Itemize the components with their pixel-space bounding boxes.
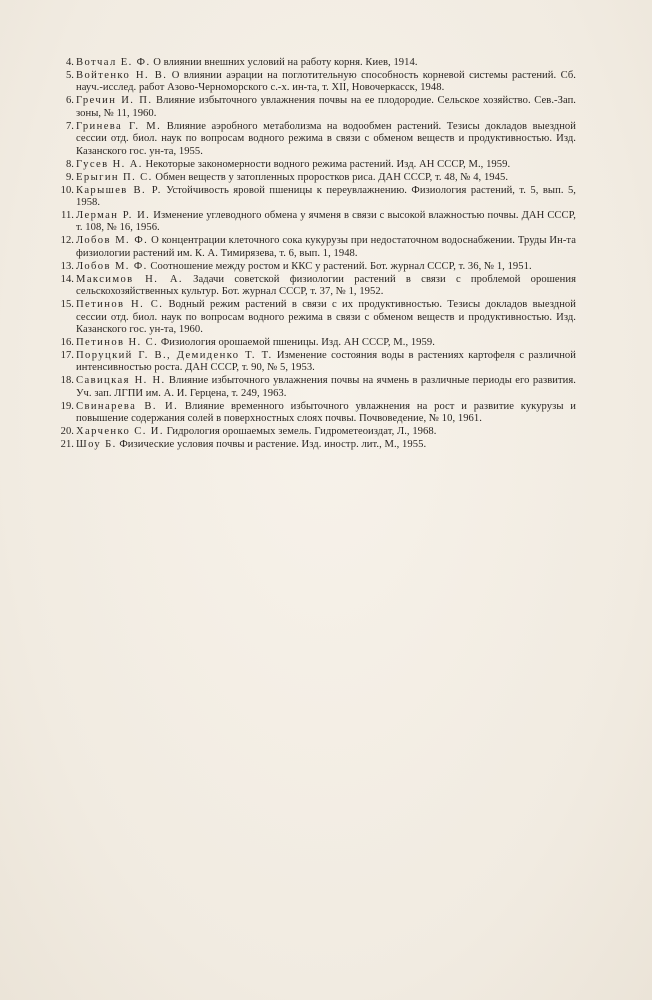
reference-item xyxy=(60,375,576,400)
reference-number: 5. xyxy=(65,70,74,81)
reference-author: Вотчал Е. Ф. xyxy=(76,57,151,68)
reference-text: Задачи советской физиологии растений в связи с проблемой орошения сельскохозяйственных культур. Бот. журнал СССР, т. 37, № 1, 1952. xyxy=(76,273,577,298)
reference-item xyxy=(60,185,576,210)
reference-author: Шоу Б. xyxy=(76,439,117,451)
reference-item xyxy=(60,261,576,273)
reference-number: 9. xyxy=(65,171,74,183)
reference-text: Влияние избыточного увлажнения почвы на ячмень в различные периоды его развития. Уч. зап. ЛГПИ им. А. И. Герцена, т. 249, 1963. xyxy=(76,375,576,399)
reference-number: 13. xyxy=(60,260,74,272)
reference-item xyxy=(60,350,576,375)
reference-text: Водный режим растений в связи с их продуктивностью. Тезисы докладов выездной сессии отд. биол. наук по вопросам водного режима в связи с обменом веществ и продуктивностью. Изд. Казанского гос. ун-та, 1960. xyxy=(76,299,576,336)
reference-author: Савицкая Н. Н. xyxy=(76,375,166,387)
reference-number: 4. xyxy=(65,57,74,68)
reference-author: Лобов М. Ф. xyxy=(76,260,148,272)
reference-item xyxy=(60,426,576,438)
reference-text: Устойчивость яровой пшеницы к переувлажнению. Физиология растений, т. 5, вып. 5, 1958. xyxy=(76,184,576,209)
reference-number: 8. xyxy=(65,158,74,170)
reference-number: 21. xyxy=(60,439,74,451)
reference-author: Свинарева В. И. xyxy=(76,400,179,412)
reference-text: Влияние аэробного метаболизма на водообмен растений. Тезисы докладов выездной сессии отд. биол. наук по вопросам водного режима в связи с обменом веществ и продуктивностью. Изд. Казанского гос. ун-та, 1955. xyxy=(76,120,576,157)
reference-text: Влияние избыточного увлажнения почвы на ее плодородие. Сельское хозяйство. Сев.-Зап. зоны, № 11, 1960. xyxy=(76,95,576,119)
reference-author: Гречин И. П. xyxy=(76,95,153,107)
reference-item xyxy=(60,57,576,69)
reference-number: 18. xyxy=(60,375,74,387)
reference-number: 20. xyxy=(60,426,74,438)
reference-number: 16. xyxy=(60,337,74,349)
reference-text: Соотношение между ростом и ККС у растений. Бот. журнал СССР, т. 36, № 1, 1951. xyxy=(147,260,532,272)
reference-text: Гидрология орошаемых земель. Гидрометеоиздат, Л., 1968. xyxy=(163,426,437,438)
reference-author: Лобов М. Ф. xyxy=(76,235,149,247)
reference-author: Гринева Г. М. xyxy=(76,120,162,132)
reference-author: Петинов Н. С. xyxy=(76,337,159,349)
reference-item xyxy=(60,70,576,95)
reference-number: 15. xyxy=(60,299,74,311)
reference-item xyxy=(60,337,576,349)
reference-item xyxy=(60,439,576,451)
reference-item xyxy=(60,235,576,260)
reference-item xyxy=(60,95,576,120)
reference-author: Петинов Н. С. xyxy=(76,299,164,311)
reference-number: 12. xyxy=(60,235,74,247)
reference-author: Карышев В. Р. xyxy=(76,184,162,196)
reference-text: Изменение углеводного обмена у ячменя в связи с высокой влажностью почвы. ДАН СССР, т. 108, № 16, 1956. xyxy=(76,210,576,234)
reference-author: Харченко С. И. xyxy=(76,426,164,438)
reference-author: Поруцкий Г. В., Демиденко Т. Т. xyxy=(76,350,273,362)
reference-text: Изменение состояния воды в растениях картофеля с различной интенсивностью роста. ДАН СССР, т. 90, № 5, 1953. xyxy=(76,350,576,374)
reference-item xyxy=(60,159,576,171)
reference-text: Физиология орошаемой пшеницы. Изд. АН СССР, М., 1959. xyxy=(158,337,435,349)
reference-text: Влияние временного избыточного увлажнения на рост и развитие кукурузы и повышение содержания солей в поверхностных слоях почвы. Почвоведение, № 10, 1961. xyxy=(76,400,577,425)
reference-text: Обмен веществ у затопленных проростков риса. ДАН СССР, т. 48, № 4, 1945. xyxy=(152,171,509,183)
reference-item xyxy=(60,401,576,426)
reference-item xyxy=(60,299,576,336)
reference-text: О концентрации клеточного сока кукурузы при недостаточном водоснабжении. Труды Ин-та физиологии растений им. К. А. Тимирязева, т. 6, вып. 1, 1948. xyxy=(76,235,576,259)
reference-item xyxy=(60,121,576,158)
reference-author: Войтенко Н. В. xyxy=(76,70,168,81)
reference-item xyxy=(60,274,576,299)
reference-number: 17. xyxy=(60,350,74,362)
reference-text: Некоторые закономерности водного режима растений. Изд. АН СССР, М., 1959. xyxy=(142,158,511,170)
reference-number: 11. xyxy=(61,210,74,222)
reference-number: 10. xyxy=(60,184,74,196)
reference-item xyxy=(60,210,576,235)
reference-number: 7. xyxy=(65,120,74,132)
reference-text: Физические условия почвы и растение. Изд. иностр. лит., М., 1955. xyxy=(116,439,427,451)
reference-author: Лерман Р. И. xyxy=(76,210,151,222)
reference-text: О влиянии внешних условий на работу корня. Киев, 1914. xyxy=(150,57,418,68)
reference-number: 19. xyxy=(60,400,74,412)
reference-author: Максимов Н. А. xyxy=(76,273,183,285)
reference-author: Гусев Н. А. xyxy=(76,158,143,170)
reference-text: О влиянии аэрации на поглотительную способность корневой системы растений. Сб. науч.-исслед. работ Азово-Черноморского с.-х. ин-та, т. XII, Новочеркасск, 1948. xyxy=(76,70,576,94)
reference-author: Ерыгин П. С. xyxy=(76,171,153,183)
reference-item xyxy=(60,172,576,184)
reference-number: 14. xyxy=(60,273,74,285)
reference-list xyxy=(60,57,576,452)
reference-number: 6. xyxy=(65,95,74,107)
